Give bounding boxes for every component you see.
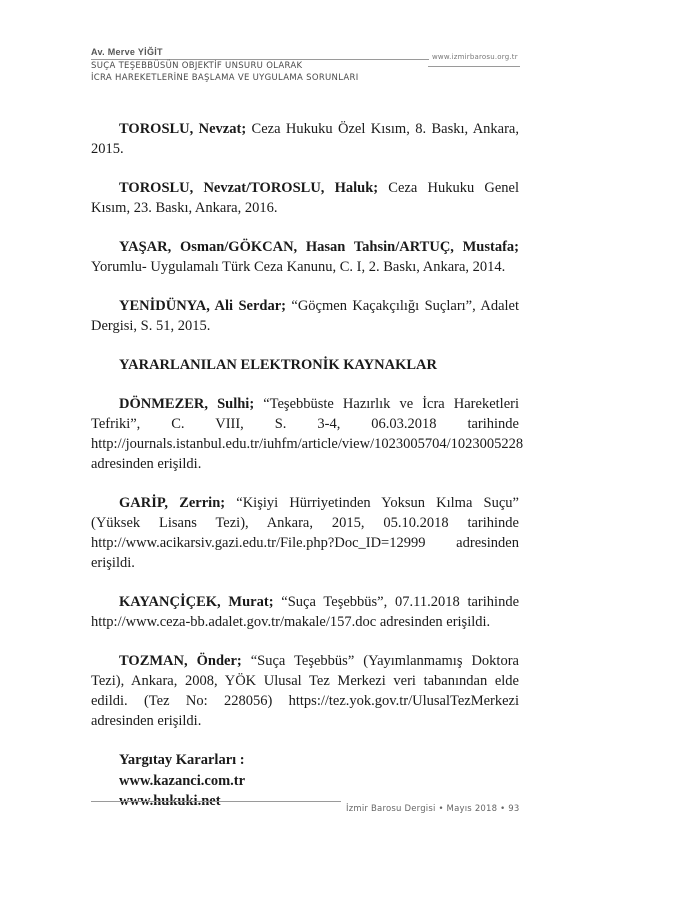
bibliography-body	[91, 119, 524, 812]
entry-author: YAŞAR, Osman/GÖKCAN, Hasan Tahsin/ARTUÇ, Mustafa;	[119, 239, 519, 255]
entry-text: “Göçmen Kaçakçılığı Suçları”, Adalet Dergisi, S. 51, 2015.	[91, 298, 519, 334]
bibliography-entry	[91, 178, 519, 218]
entry-author: TOROSLU, Nevzat;	[119, 121, 247, 137]
header-url-divider	[428, 66, 520, 67]
entry-author: KAYANÇİÇEK, Murat;	[119, 594, 274, 610]
bibliography-entry	[91, 592, 519, 632]
entry-text: Ceza Hukuku Genel Kısım, 23. Baskı, Ankara, 2016.	[91, 180, 519, 216]
entry-author: YENİDÜNYA, Ali Serdar;	[119, 298, 286, 314]
bibliography-entry	[91, 394, 524, 474]
entry-author: DÖNMEZER, Sulhi;	[119, 396, 255, 412]
footer-divider	[91, 801, 341, 802]
footer-text: İzmir Barosu Dergisi • Mayıs 2018 • 93	[346, 804, 520, 814]
entry-author: TOZMAN, Önder;	[119, 653, 242, 669]
court-decisions-links	[91, 750, 519, 812]
header-title-line: İCRA HAREKETLERİNE BAŞLAMA VE UYGULAMA SORUNLARI	[91, 73, 359, 83]
link-item[interactable]: www.kazanci.com.tr	[119, 772, 246, 789]
links-heading: Yargıtay Kararları :	[119, 752, 245, 768]
link-item[interactable]: www.hukuki.net	[119, 793, 221, 809]
entry-text: “Teşebbüste Hazırlık ve İcra Hareketleri Tefriki”, C. VIII, S. 3-4, 06.03.2018 tarihinde http://journals.istanbul.edu.tr/iuhfm/article/view/1023005704/1023005228 adresinden erişildi.	[91, 396, 524, 472]
header-title-line: SUÇA TEŞEBBÜSÜN OBJEKTİF UNSURU OLARAK	[91, 61, 303, 71]
entry-text: “Suça Teşebbüs”, 07.11.2018 tarihinde http://www.ceza-bb.adalet.gov.tr/makale/157.doc adresinden erişildi.	[91, 594, 520, 630]
bibliography-entry	[91, 119, 519, 159]
entry-author: GARİP, Zerrin;	[119, 495, 226, 511]
header-url: www.izmirbarosu.org.tr	[432, 53, 518, 61]
header-author: Av. Merve YİĞİT	[91, 47, 163, 57]
header-title	[91, 60, 431, 84]
bibliography-entry	[91, 296, 519, 336]
section-heading: YARARLANILAN ELEKTRONİK KAYNAKLAR	[119, 357, 437, 373]
entry-text: “Suça Teşebbüs” (Yayımlanmamış Doktora Tezi), Ankara, 2008, YÖK Ulusal Tez Merkezi veri tabanından elde edildi. (Tez No: 228056) https://tez.yok.gov.tr/UlusalTezMerkezi adresinden erişildi.	[91, 653, 519, 729]
entry-text: Yorumlu- Uygulamalı Türk Ceza Kanunu, C. I, 2. Baskı, Ankara, 2014.	[91, 259, 506, 275]
bibliography-entry	[91, 493, 519, 573]
entry-author: TOROSLU, Nevzat/TOROSLU, Haluk;	[119, 180, 379, 196]
entry-text: Ceza Hukuku Özel Kısım, 8. Baskı, Ankara, 2015.	[91, 121, 519, 157]
bibliography-entry	[91, 651, 519, 731]
bibliography-entry	[91, 237, 519, 277]
entry-text: “Kişiyi Hürriyetinden Yoksun Kılma Suçu” (Yüksek Lisans Tezi), Ankara, 2015, 05.10.2018 tarihinde http://www.acikarsiv.gazi.edu.tr/File.php?Doc_ID=12999 adresinden erişildi.	[91, 495, 519, 571]
